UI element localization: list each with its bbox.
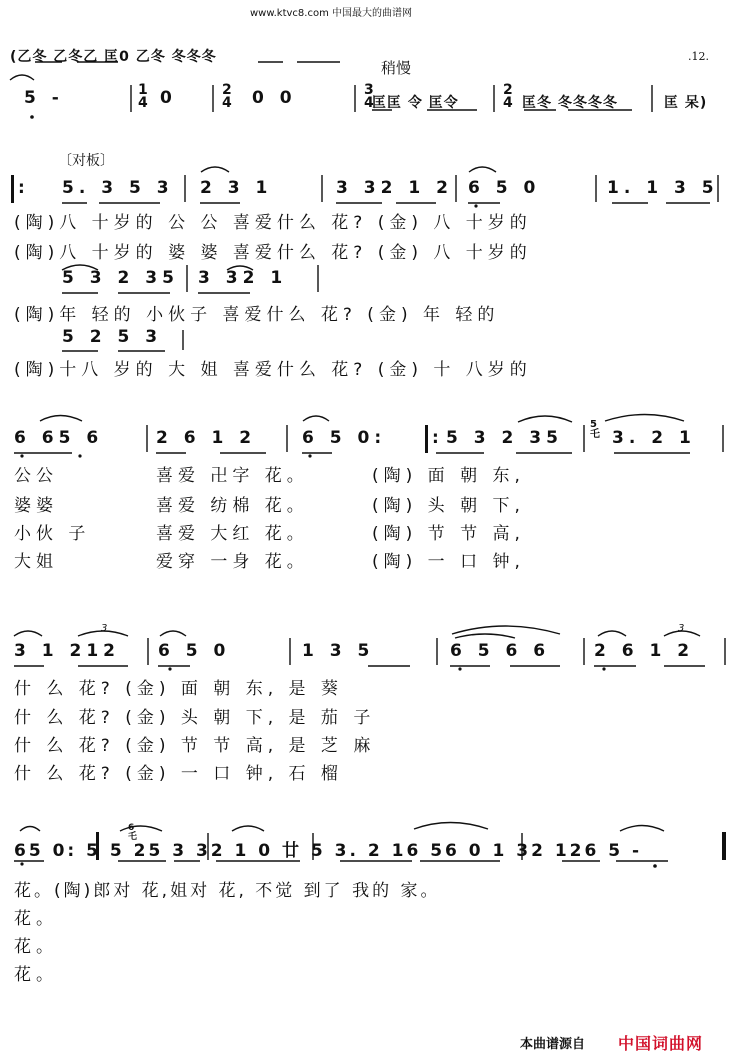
- s5-lyric-3: 花。: [14, 937, 58, 957]
- time-signature-1-4: 1 4: [138, 82, 148, 111]
- s3-lyric-3b: 喜爱 大红 花。: [156, 524, 309, 544]
- s2-notes-b: 3 32 1: [198, 268, 288, 288]
- s1-notes-m5: 1. 1 3 5: [607, 178, 719, 198]
- grace-note: 5 乇: [590, 419, 600, 440]
- source-label: 本曲谱源自: [520, 1037, 586, 1052]
- s3-notes-m5: 3. 2 1: [612, 428, 696, 448]
- intro-notes-2: 0: [160, 88, 177, 108]
- intro-perc-3: 匡匡 令 匡令: [372, 95, 459, 111]
- intro-percussion: (乙冬 乙冬乙 匡0 乙冬 冬冬冬: [10, 49, 217, 65]
- s4-lyric-2: 什 么 花? (金) 头 朝 下, 是 茄 子: [14, 708, 376, 728]
- s3-lyric-1c: (陶) 面 朝 东,: [372, 466, 525, 486]
- s3-lyric-4a: 大姐: [14, 552, 58, 572]
- s2-lyric-1: (陶)年 轻的 小伙子 喜爱什么 花? (金) 年 轻的: [14, 305, 500, 325]
- s4-notes-m4: 6 5 6 6: [450, 641, 551, 661]
- s4-lyric-3: 什 么 花? (金) 节 节 高, 是 芝 麻: [14, 736, 376, 756]
- s5-lyric-2: 花。: [14, 909, 58, 929]
- s4-notes-m3: 1 3 5: [302, 641, 375, 661]
- s3-notes-m3: 6 5 0:: [302, 428, 387, 448]
- intro-notes-1: 5 -: [24, 88, 64, 108]
- s4-lyric-1: 什 么 花? (金) 面 朝 东, 是 葵: [14, 679, 343, 699]
- s2-notes-c: 5 2 5 3: [62, 327, 163, 347]
- s1-notes-m2: 2 3 1: [200, 178, 273, 198]
- s1-notes-m4: 6 5 0: [468, 178, 541, 198]
- s1-notes-m1: 5. 3 5 3: [62, 178, 174, 198]
- s1-notes-m3: 3 32 1 2: [336, 178, 453, 198]
- triplet-mark: 3: [101, 623, 108, 634]
- s4-lyric-4: 什 么 花? (金) 一 口 钟, 石 榴: [14, 764, 343, 784]
- s3-lyric-2c: (陶) 头 朝 下,: [372, 496, 525, 516]
- s3-lyric-1b: 喜爱 卍字 花。: [156, 466, 309, 486]
- s1-lyric-2: (陶)八 十岁的 婆 婆 喜爱什么 花? (金) 八 十岁的: [14, 243, 532, 263]
- s5-lyric-4: 花。: [14, 965, 58, 985]
- time-signature-3-4: 3 4: [364, 82, 374, 111]
- s3-lyric-2b: 喜爱 纺棉 花。: [156, 496, 309, 516]
- site-header: www.ktvc8.com 中国最大的曲谱网: [250, 8, 413, 19]
- page-number: .12.: [688, 50, 709, 63]
- triplet-mark-2: 3: [678, 623, 685, 634]
- s5-notes: 65 0: 5 5 25 3 32 1 0 廿 5 3. 2 16 56 0 1 32 126 5 -: [14, 841, 643, 861]
- s3-lyric-4c: (陶) 一 口 钟,: [372, 552, 525, 572]
- s3-notes-m2: 2 6 1 2: [156, 428, 257, 448]
- s3-lyric-3c: (陶) 节 节 高,: [372, 524, 525, 544]
- time-signature-2-4-b: 2 4: [503, 82, 513, 111]
- s2-lyric-2: (陶)十八 岁的 大 姐 喜爱什么 花? (金) 十 八岁的: [14, 360, 532, 380]
- tempo-mark: 稍慢: [381, 59, 412, 77]
- grace-note-2: 6 乇: [128, 823, 138, 842]
- s4-notes-m1: 3 1 212: [14, 641, 120, 661]
- s5-lyric-1: 花。(陶)郎对 花,姐对 花, 不觉 到了 我的 家。: [14, 881, 441, 901]
- intro-perc-4: 匡冬 冬冬冬冬: [522, 95, 618, 111]
- section-label: 〔对板〕: [58, 153, 114, 169]
- s3-lyric-1a: 公公: [14, 466, 58, 486]
- s3-notes-m1: 6 65 6: [14, 428, 104, 448]
- s3-lyric-2a: 婆婆: [14, 496, 58, 516]
- s3-notes-m4: 5 3 2 35: [446, 428, 563, 448]
- s3-lyric-4b: 爱穿 一身 花。: [156, 552, 309, 572]
- s4-notes-m2: 6 5 0: [158, 641, 231, 661]
- s2-notes-a: 5 3 2 35: [62, 268, 179, 288]
- source-site-link[interactable]: 中国词曲网: [618, 1034, 704, 1053]
- intro-perc-end: 匡 呆): [664, 95, 708, 111]
- intro-notes-3: 0 0: [252, 88, 297, 108]
- s4-notes-m5: 2 6 1 2: [594, 641, 695, 661]
- s3-lyric-3a: 小伙 子: [14, 524, 91, 544]
- s1-lyric-1: (陶)八 十岁的 公 公 喜爱什么 花? (金) 八 十岁的: [14, 213, 532, 233]
- time-signature-2-4: 2 4: [222, 82, 232, 111]
